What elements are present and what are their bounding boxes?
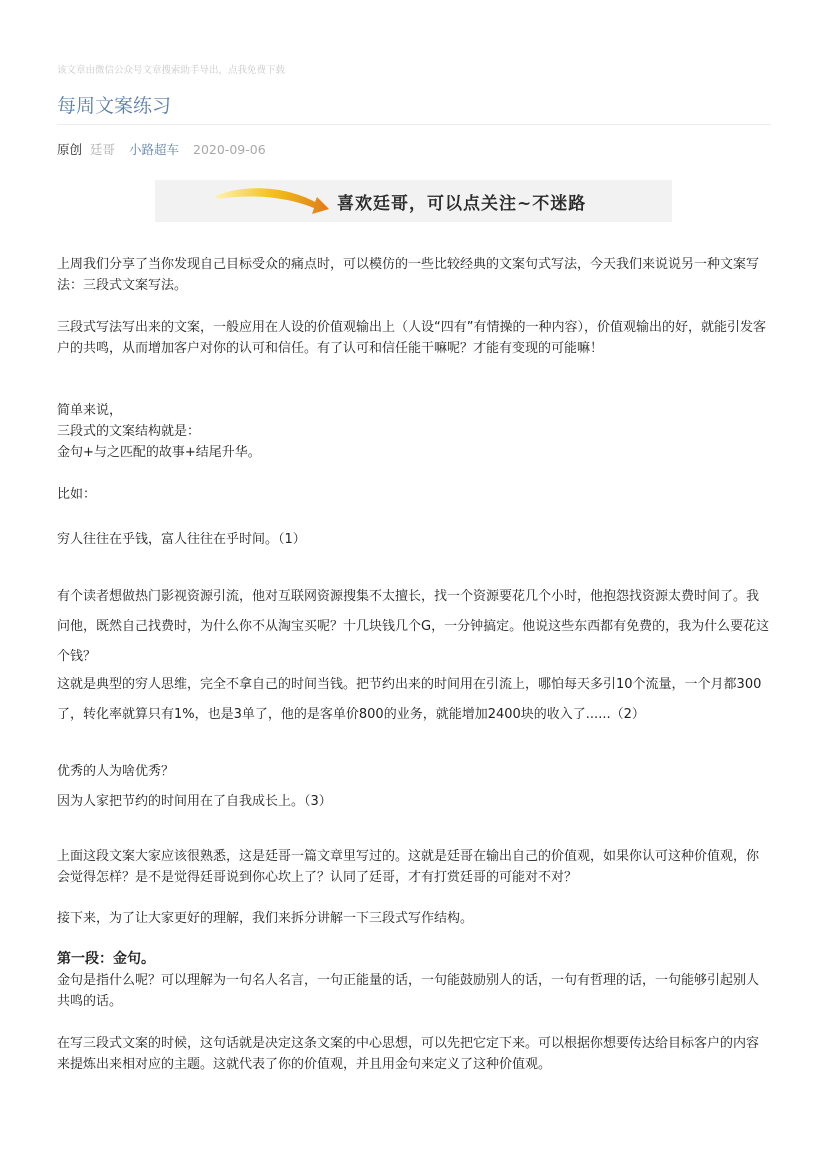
banner-text: 喜欢廷哥，可以点关注~不迷路 [337, 194, 587, 214]
paragraph: 三段式的文案结构就是： [57, 424, 201, 439]
paragraph: 比如： [57, 487, 97, 502]
article-meta [57, 140, 266, 158]
paragraph: 三段式写法写出来的文案，一般应用在人设的价值观输出上（人设“四有”有情操的一种内容），价值观输出的好，就能引发客户的共鸣，从而增加客户对你的认可和信任。有了认可和信任能干嘛呢？才能有变现的可能嘛！ [57, 320, 766, 356]
paragraph: 穷人往往在乎钱，富人往往在乎时间。（1） [57, 532, 306, 547]
paragraph: 在写三段式文案的时候，这句话就是决定这条文案的中心思想，可以先把它定下来。可以根据你想要传达给目标客户的内容来提炼出来相对应的主题。这就代表了你的价值观，并且用金句来定义了这种价值观。 [57, 1036, 760, 1072]
paragraph: 这就是典型的穷人思维，完全不拿自己的时间当钱。把节约出来的时间用在引流上，哪怕每天多引10个流量，一个月都300了，转化率就算只有1%，也是3单了，他的是客单价800的业务，就能增加2400块的收入了......（2） [57, 677, 762, 722]
paragraph: 金句是指什么呢？可以理解为一句名人名言，一句正能量的话，一句能鼓励别人的话，一句有哲理的话，一句能够引起别人共鸣的话。 [57, 973, 760, 1009]
author-name: 廷哥 [90, 142, 116, 157]
paragraph: 上面这段文案大家应该很熟悉，这是廷哥一篇文章里写过的。这就是廷哥在输出自己的价值观，如果你认可这种价值观，你会觉得怎样？是不是觉得廷哥说到你心坎上了？认同了廷哥，才有打赏廷哥的可能对不对？ [57, 849, 760, 885]
publish-date: 2020-09-06 [193, 142, 266, 157]
title-divider [57, 124, 771, 125]
section-heading: 第一段：金句。 [57, 951, 155, 967]
paragraph: 因为人家把节约的时间用在了自我成长上。（3） [57, 794, 332, 809]
follow-banner [155, 180, 672, 222]
paragraph: 金句+与之匹配的故事+结尾升华。 [57, 445, 261, 460]
arrow-icon [155, 180, 335, 222]
account-link[interactable]: 小路超车 [129, 142, 180, 157]
paragraph: 接下来，为了让大家更好的理解，我们来拆分讲解一下三段式写作结构。 [57, 911, 474, 926]
paragraph: 有个读者想做热门影视资源引流，他对互联网资源搜集不太擅长，找一个资源要花几个小时，他抱怨找资源太费时间了。我问他，既然自己找费时，为什么你不从淘宝买呢？十几块钱几个G，一分钟搞定。他说这些东西都有免费的，我为什么要花这个钱？ [57, 589, 770, 664]
paragraph: 优秀的人为啥优秀？ [57, 764, 175, 779]
export-notice-link[interactable]: 该文章由微信公众号文章搜索助手导出，点我免费下载 [57, 65, 286, 76]
paragraph: 上周我们分享了当你发现自己目标受众的痛点时，可以模仿的一些比较经典的文案句式写法，今天我们来说说另一种文案写法：三段式文案写法。 [57, 257, 760, 293]
original-tag: 原创 [57, 142, 83, 157]
article-title: 每周文案练习 [57, 95, 172, 117]
paragraph: 简单来说， [57, 403, 123, 418]
